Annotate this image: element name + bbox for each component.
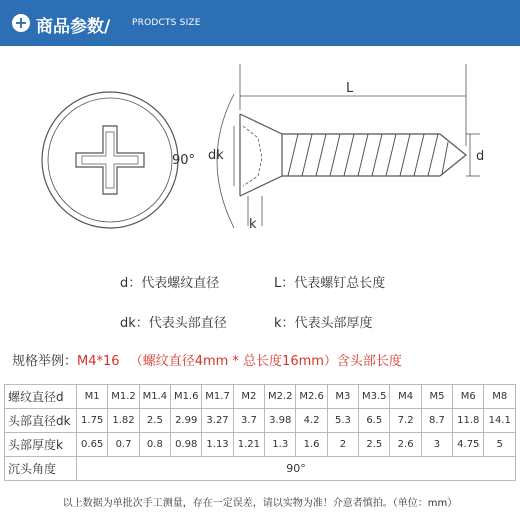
table-cell: 4.2: [296, 409, 327, 433]
screw-head-top-view: [42, 92, 178, 228]
table-cell: 1.21: [233, 433, 264, 457]
measurement-note: 以上数据为单批次手工测量，存在一定误差，请以实物为准！介意者慎拍。（单位：mm）: [62, 498, 458, 509]
table-cell: 2.99: [171, 409, 202, 433]
table-cell: M1.4: [139, 385, 170, 409]
spec-example-label: 规格举例：: [12, 354, 78, 369]
header-bar: [0, 0, 520, 46]
table-cell: 14.1: [484, 409, 516, 433]
table-cell: M1.6: [171, 385, 202, 409]
table-row: [5, 457, 516, 481]
table-cell: 4.75: [453, 433, 484, 457]
table-cell: 2: [327, 433, 358, 457]
legend-L: L：代表螺钉总长度: [274, 276, 386, 291]
legend-d: d：代表螺纹直径: [120, 276, 220, 291]
table-cell: M1.2: [108, 385, 139, 409]
table-cell: 5.3: [327, 409, 358, 433]
table-row: [5, 385, 516, 409]
table-cell: M6: [453, 385, 484, 409]
table-cell: 3.7: [233, 409, 264, 433]
table-cell: 1.82: [108, 409, 139, 433]
table-cell: 3: [421, 433, 452, 457]
row-label: 螺纹直径d: [5, 385, 77, 409]
spec-table: [4, 384, 516, 481]
angle-label: 90°: [172, 153, 196, 168]
table-cell: 8.7: [421, 409, 452, 433]
table-cell: 3.98: [265, 409, 296, 433]
L-label: L: [346, 81, 354, 96]
angle-value-cell: 90°: [77, 457, 516, 481]
d-label: d: [476, 149, 485, 164]
row-label: 头部直径dk: [5, 409, 77, 433]
table-cell: 2.6: [390, 433, 421, 457]
section-subtitle: PRODCTS SIZE: [132, 18, 201, 28]
table-cell: M5: [421, 385, 452, 409]
legend-dk: dk：代表头部直径: [120, 316, 227, 331]
spec-example-value: M4*16: [77, 354, 120, 369]
table-cell: 0.8: [139, 433, 170, 457]
row-label: 沉头角度: [5, 457, 77, 481]
table-row: [5, 409, 516, 433]
spec-example-detail: （螺纹直径4mm * 总长度16mm）含头部长度: [129, 354, 402, 369]
k-label: k: [249, 217, 257, 232]
row-label: 头部厚度k: [5, 433, 77, 457]
table-cell: 3.27: [202, 409, 233, 433]
table-cell: 1.75: [77, 409, 108, 433]
table-cell: 6.5: [359, 409, 390, 433]
table-cell: M4: [390, 385, 421, 409]
table-cell: M1.7: [202, 385, 233, 409]
table-cell: M8: [484, 385, 516, 409]
table-cell: 5: [484, 433, 516, 457]
plus-circle-icon: +: [12, 14, 30, 32]
table-cell: 2.5: [139, 409, 170, 433]
dk-label: dk: [208, 148, 224, 163]
table-cell: 1.6: [296, 433, 327, 457]
table-row: [5, 433, 516, 457]
thread-lines: [288, 134, 448, 176]
legend-k: k：代表头部厚度: [274, 316, 373, 331]
table-cell: 2.5: [359, 433, 390, 457]
table-cell: 1.3: [265, 433, 296, 457]
table-cell: 0.7: [108, 433, 139, 457]
table-cell: 0.98: [171, 433, 202, 457]
table-cell: 7.2: [390, 409, 421, 433]
table-cell: M3: [327, 385, 358, 409]
table-cell: 11.8: [453, 409, 484, 433]
screw-diagram: [0, 46, 520, 246]
table-cell: M2.6: [296, 385, 327, 409]
table-cell: 1.13: [202, 433, 233, 457]
table-cell: M2: [233, 385, 264, 409]
table-cell: M1: [77, 385, 108, 409]
screw-side-view: [240, 114, 466, 196]
table-cell: 0.65: [77, 433, 108, 457]
table-cell: M3.5: [359, 385, 390, 409]
table-cell: M2.2: [265, 385, 296, 409]
section-title: 商品参数/: [36, 17, 111, 37]
spec-example: [12, 350, 402, 369]
